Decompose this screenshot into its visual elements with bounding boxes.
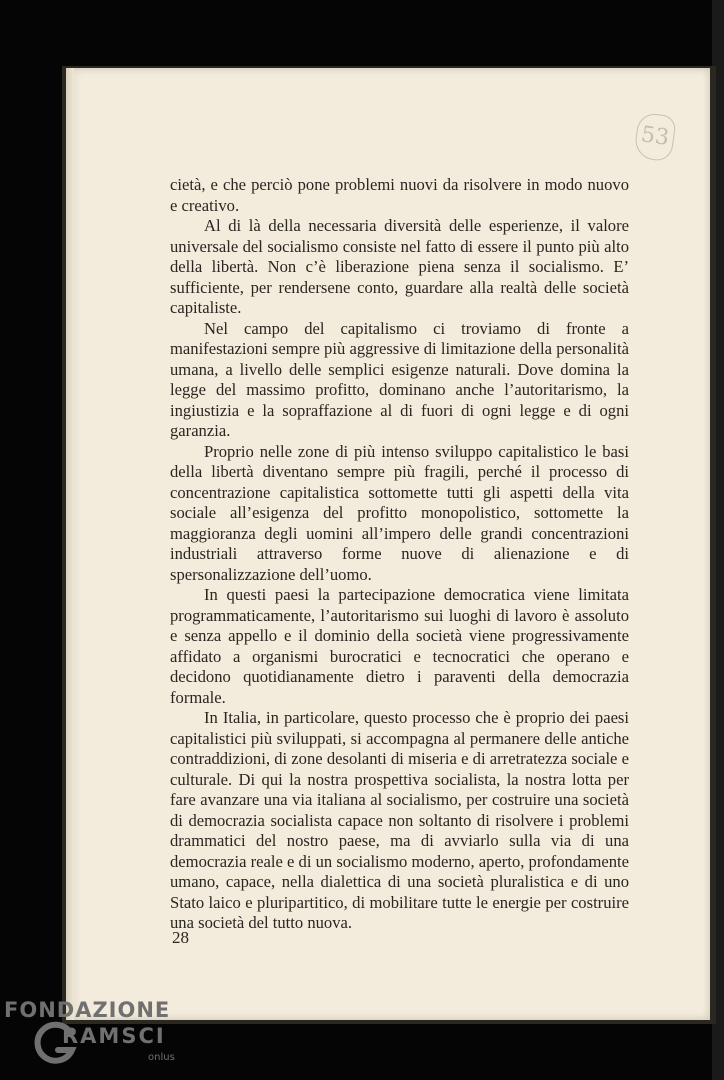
paragraph-4: Proprio nelle zone di più intenso sviluppo capitalistico le basi della libertà diventano sempre più fragili, perché il processo di concentrazione capitalistica sottomette tutti gli aspetti della vita sociale all’esigenza del profitto monopolistico, sottomette la maggioranza degli uomini all’impero delle grandi concentrazioni industriali attraverso forme nuove di alienazione e di spersonalizzazione dell’uomo.: [170, 441, 629, 584]
watermark-line1: FONDAZIONE: [4, 998, 171, 1022]
page-gutter: [66, 68, 74, 1020]
watermark-tagline: onlus: [148, 1052, 175, 1063]
body-text: [170, 175, 629, 934]
watermark-line2: RAMSCI: [62, 1024, 166, 1048]
archive-folio-number: 53: [633, 112, 677, 163]
paragraph-2: Al di là della necessaria diversità delle esperienze, il valore universale del socialismo consiste nel fatto di essere il punto più alto della libertà. Non c’è liberazione piena senza il socialismo. E’ sufficiente, per rendersene conto, guardare alla realtà delle società capitaliste.: [170, 216, 629, 317]
watermark-logo: [4, 998, 204, 1078]
paragraph-1: cietà, e che perciò pone problemi nuovi da risolvere in modo nuovo e creativo.: [170, 175, 629, 215]
paragraph-6: In Italia, in particolare, questo processo che è proprio dei paesi capitalistici più sviluppati, si accompagna al permanere delle antiche contraddizioni, di zone desolanti di miseria e di arretratezza sociale e culturale. Di qui la nostra prospettiva socialista, la nostra lotta per fare avanzare una via italiana al socialismo, per costruire una società di democrazia socialista capace non soltanto di risolvere i problemi drammatici del nostro paese, ma di avviarlo sulla via di una democrazia reale e di un socialismo moderno, aperto, profondamente umano, capace, nella dialettica di una società pluralistica e di uno Stato laico e pluripartitico, di mobilitare tutte le energie per costruire una società del tutto nuova.: [170, 708, 629, 932]
paragraph-5: In questi paesi la partecipazione democratica viene limitata programmaticamente, l’autoritarismo sui luoghi di lavoro è assoluto e senza appello e il dominio della società viene progressivamente affidato a organismi burocratici e tecnocratici che operano e decidono quotidianamente dietro i paraventi della democrazia formale.: [170, 585, 629, 707]
paragraph-3: Nel campo del capitalismo ci troviamo di fronte a manifestazioni sempre più aggressive di limitazione della personalità umana, a livello delle semplici esigenze naturali. Dove domina la legge del massimo profitto, dominano anche l’autoritarismo, la ingiustizia e la sopraffazione al di fuori di ogni legge e di ogni garanzia.: [170, 318, 629, 440]
page-number: 28: [172, 928, 189, 947]
